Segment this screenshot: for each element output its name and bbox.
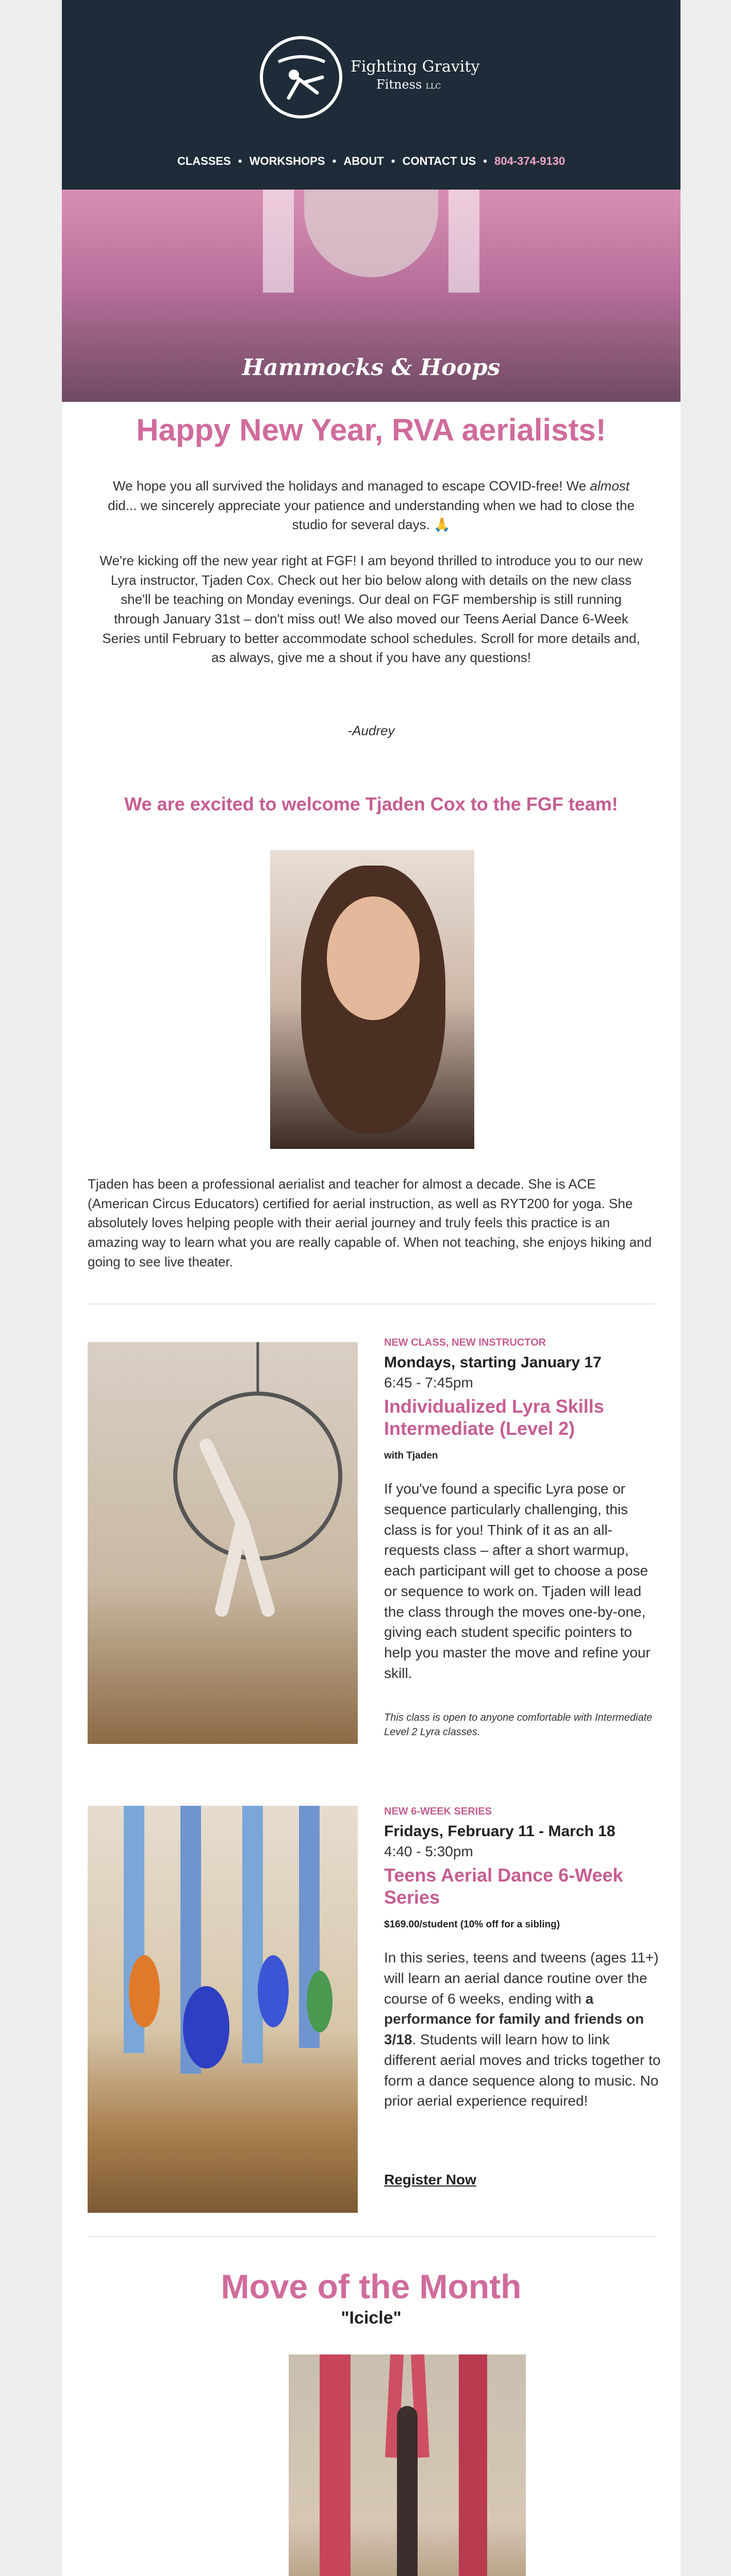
brand-name: Fighting Gravity	[351, 58, 480, 76]
class2-time: 4:40 - 5:30pm	[384, 1843, 473, 1859]
class1-description: If you've found a specific Lyra pose or sequence particularly challenging, this class is for you! Think of it as an all-requests class – after a short warmup, each participant will get to choose a pose or sequence to work on. Tjaden will lead the class through the moves one-by-one, giving each student specific pointers to help you master the move and refine your skill.	[384, 1481, 651, 1681]
nav-sep: •	[332, 155, 337, 167]
hero-title: Hammocks & Hoops	[242, 354, 501, 381]
nav-workshops[interactable]: WORKSHOPS	[249, 155, 325, 167]
hero-aerialist	[304, 190, 438, 277]
class2-title: Teens Aerial Dance 6-Week Series	[384, 1865, 623, 1908]
hero-banner	[62, 190, 680, 402]
move-name: "Icicle"	[341, 2308, 402, 2328]
hero-silk-right	[448, 190, 479, 293]
main-headline: Happy New Year, RVA aerialists!	[136, 413, 606, 447]
tjaden-photo	[270, 850, 474, 1149]
move-of-month-heading: Move of the Month	[221, 2267, 522, 2306]
class1-time: 6:45 - 7:45pm	[384, 1375, 473, 1391]
nav-about[interactable]: ABOUT	[343, 155, 384, 167]
signature: -Audrey	[347, 723, 395, 738]
class1-instructor: with Tjaden	[384, 1450, 438, 1461]
nav-classes[interactable]: CLASSES	[177, 155, 231, 167]
class1-note: This class is open to anyone comfortable with Intermediate Level 2 Lyra classes.	[384, 1712, 653, 1738]
logo-aerialist-icon	[273, 52, 330, 103]
nav-phone[interactable]: 804-374-9130	[494, 155, 566, 167]
nav-sep: •	[391, 155, 395, 167]
nav-sep: •	[238, 155, 242, 167]
class2-date: Fridays, February 11 - March 18	[384, 1823, 616, 1840]
class1-tag: NEW CLASS, NEW INSTRUCTOR	[384, 1337, 546, 1348]
teens-class-photo	[88, 1806, 358, 2213]
brand-subname: Fitness LLC	[376, 77, 441, 92]
intro-paragraph-2: We're kicking off the new year right at FGF! I am beyond thrilled to introduce you to our new Lyra instructor, Tjaden Cox. Check out her bio below along with details on the new class she'll be teaching on Monday evenings. Our deal on FGF membership is still running through January 31st – don't miss out! We also moved our Teens Aerial Dance 6-Week Series until February to better accommodate school schedules. Scroll for more details and, as always, give me a shout if you have any questions!	[99, 553, 643, 666]
silks-dancers-icon	[88, 1806, 358, 2213]
hero-silk-left	[263, 190, 294, 293]
tjaden-bio: Tjaden has been a professional aerialist and teacher for almost a decade. She is ACE (American Circus Educators) certified for aerial instruction, as well as RYT200 for yoga. She absolutely loves helping people with their aerial journey and truly feels this practice is an amazing way to learn what you are really capable of. When not teaching, she enjoys hiking and going to see live theater.	[88, 1176, 652, 1269]
intro-paragraph-1: We hope you all survived the holidays and managed to escape COVID-free! We almost did... we sincerely appreciate your patience and understanding when we had to close the studio for several days. 🙏	[108, 478, 635, 533]
class2-price: $169.00/student (10% off for a sibling)	[384, 1919, 560, 1930]
email-header	[62, 0, 680, 190]
icicle-pose-icon	[289, 2354, 526, 2576]
divider	[88, 1303, 655, 1304]
nav-sep: •	[483, 155, 487, 167]
nav-bar	[62, 155, 680, 168]
class1-title: Individualized Lyra Skills Intermediate (Level 2)	[384, 1396, 604, 1439]
lyra-class-photo	[88, 1342, 358, 1744]
class1-date: Mondays, starting January 17	[384, 1354, 602, 1371]
icicle-photo	[289, 2354, 526, 2576]
nav-contact[interactable]: CONTACT US	[402, 155, 476, 167]
class2-tag: NEW 6-WEEK SERIES	[384, 1806, 492, 1817]
face-shape	[327, 896, 420, 1020]
register-now-link[interactable]: Register Now	[384, 2172, 476, 2188]
divider	[88, 2236, 655, 2237]
lyra-hoop-icon	[88, 1342, 358, 1744]
class2-description: In this series, teens and tweens (ages 11+) will learn an aerial dance routine over the course of 6 weeks, ending with a performance for family and friends on 3/18. Students will learn how to link different aerial moves and tricks together to form a dance sequence along to music. No prior aerial experience required!	[384, 1950, 661, 2109]
welcome-heading: We are excited to welcome Tjaden Cox to the FGF team!	[124, 793, 618, 815]
